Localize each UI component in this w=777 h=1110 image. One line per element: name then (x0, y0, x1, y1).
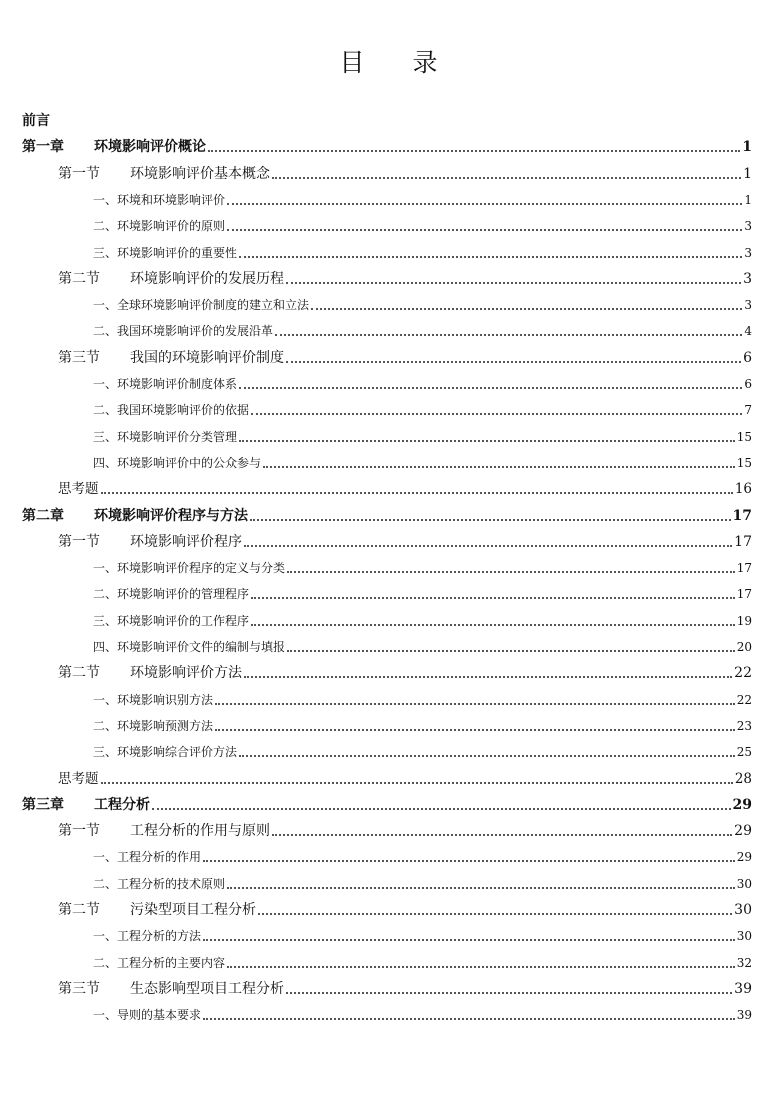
toc-entry-label (22, 138, 206, 156)
toc-entry-label (58, 822, 270, 840)
dot-leader (251, 623, 735, 626)
dot-leader (215, 702, 735, 705)
toc-entry-page-number: 22 (734, 665, 752, 682)
toc-entry-page-number: 15 (736, 455, 752, 470)
toc-entry-item[interactable] (93, 927, 752, 945)
toc-entry-section[interactable] (58, 349, 752, 367)
title-char-1: 目 (339, 48, 413, 77)
toc-entry-title: 一、工程分析的方法 (93, 929, 202, 944)
toc-entry-label (58, 480, 99, 498)
toc-entry-section[interactable] (58, 901, 752, 919)
toc-entry-section[interactable] (58, 270, 752, 288)
dot-leader (250, 518, 731, 521)
toc-entry-title: 四、环境影响评价文件的编制与填报 (93, 640, 286, 654)
dot-leader (227, 886, 735, 889)
toc-entry-chapter[interactable] (22, 507, 752, 525)
toc-entry-title: 一、环境影响识别方法 (93, 692, 214, 707)
toc-entry-page-number: 30 (736, 876, 752, 891)
toc-entry-item[interactable] (93, 875, 752, 893)
toc-entry-title: 三、环境影响评价的工作程序 (93, 613, 250, 628)
toc-entry-page-number: 23 (736, 718, 752, 733)
toc-entry-page-number: 6 (744, 377, 752, 391)
toc-entry-title: 污染型项目工程分析 (130, 902, 256, 918)
toc-entry-label (93, 454, 261, 472)
toc-entry-section[interactable] (58, 822, 752, 840)
toc-entry-label (93, 612, 249, 630)
toc-entry-title: 一、工程分析的作用 (93, 850, 202, 865)
toc-entry-item[interactable] (93, 1006, 752, 1024)
toc-entry-page-number: 3 (744, 245, 752, 260)
dot-leader (203, 938, 735, 941)
toc-entry-item[interactable] (93, 638, 752, 656)
toc-entry-label (58, 980, 284, 998)
page-title (0, 48, 777, 78)
toc-entry-page-number: 3 (744, 298, 752, 313)
toc-entry-label (93, 296, 309, 314)
dot-leader (203, 859, 735, 862)
toc-entry-label (58, 349, 284, 367)
toc-entry-label (93, 191, 225, 209)
toc-entry-label (58, 533, 242, 551)
toc-entry-number: 第二章 (22, 507, 64, 524)
toc-entry-label (58, 901, 256, 919)
toc-entry-number: 第三节 (58, 349, 100, 366)
toc-entry-item[interactable] (93, 322, 752, 340)
toc-entry-item[interactable] (93, 296, 752, 314)
toc-entry-label (93, 401, 249, 419)
toc-entry-item[interactable] (93, 612, 752, 630)
toc-entry-item[interactable] (93, 954, 752, 972)
toc-entry-think[interactable] (58, 480, 752, 498)
dot-leader (272, 833, 732, 836)
toc-entry-item[interactable] (93, 375, 752, 393)
toc-entry-title: 二、环境影响评价的管理程序 (93, 587, 250, 602)
dot-leader (258, 912, 732, 915)
toc-entry-section[interactable] (58, 980, 752, 998)
dot-leader (215, 728, 735, 731)
toc-entry-page-number: 39 (734, 980, 752, 997)
toc-entry-title: 我国的环境影响评价制度 (130, 349, 284, 366)
toc-entry-title: 一、全球环境影响评价制度的建立和立法 (93, 298, 310, 313)
dot-leader (244, 675, 732, 678)
toc-entry-number: 第二节 (58, 902, 100, 918)
toc-entry-label (93, 375, 237, 393)
toc-entry-page-number: 17 (732, 507, 752, 524)
toc-entry-title: 生态影响型项目工程分析 (130, 980, 284, 997)
toc-entry-title: 一、环境影响评价制度体系 (93, 377, 238, 391)
toc-entry-page-number: 17 (734, 533, 752, 550)
toc-entry-page-number: 28 (734, 770, 752, 787)
toc-entry-number: 第二节 (58, 270, 100, 287)
toc-entry-item[interactable] (93, 743, 752, 761)
toc-entry-label (93, 1006, 201, 1024)
toc-entry-item[interactable] (93, 428, 752, 446)
toc-entry-label (93, 927, 201, 945)
toc-entry-section[interactable] (58, 165, 752, 183)
toc-entry-title: 环境影响评价方法 (130, 665, 242, 682)
toc-entry-label (93, 875, 225, 893)
toc-entry-page-number: 22 (736, 692, 752, 707)
toc-entry-page-number: 6 (743, 349, 752, 366)
toc-entry-title: 三、环境影响评价的重要性 (93, 245, 238, 260)
toc-entry-title: 环境影响评价的发展历程 (130, 270, 284, 287)
toc-entry-title: 一、环境影响评价程序的定义与分类 (93, 561, 286, 576)
toc-entry-title: 环境影响评价基本概念 (130, 165, 270, 182)
dot-leader (239, 255, 742, 258)
toc-entry-page-number: 29 (732, 796, 752, 813)
toc-entry-label (22, 112, 50, 130)
dot-leader (244, 544, 732, 547)
toc-entry-label (93, 691, 213, 709)
dot-leader (152, 807, 731, 810)
toc-entry-title: 一、导则的基本要求 (93, 1008, 202, 1023)
toc-entry-page-number: 29 (734, 823, 752, 840)
dot-leader (203, 1017, 735, 1020)
dot-leader (251, 596, 735, 599)
dot-leader (239, 754, 735, 757)
dot-leader (286, 991, 732, 994)
toc-entry-section[interactable] (58, 664, 752, 682)
toc-entry-label (93, 244, 237, 262)
toc-entry-page-number: 19 (736, 613, 752, 628)
toc-entry-page-number: 39 (736, 1008, 752, 1023)
toc-entry-item[interactable] (93, 244, 752, 262)
dot-leader (263, 465, 735, 468)
toc-entry-label (93, 428, 237, 446)
toc-entry-think[interactable] (58, 770, 752, 788)
toc-entry-title: 四、环境影响评价中的公众参与 (93, 455, 262, 470)
toc-entry-label (93, 743, 237, 761)
toc-entry-item[interactable] (93, 585, 752, 603)
toc-entry-page-number: 17 (736, 561, 752, 576)
toc-entry-chapter[interactable] (22, 796, 752, 814)
dot-leader (287, 649, 735, 652)
toc-entry-chapter[interactable] (22, 138, 752, 156)
toc-entry-label (58, 664, 242, 682)
toc-entry-page-number: 20 (736, 640, 752, 654)
dot-leader (286, 281, 741, 284)
toc-entry-title: 思考题 (58, 481, 99, 498)
toc-entry-page-number: 15 (736, 429, 752, 444)
dot-leader (227, 202, 742, 205)
toc-entry-label (93, 848, 201, 866)
toc-entry-page-number: 3 (743, 270, 752, 287)
toc-entry-label (93, 585, 249, 603)
toc-entry-title: 思考题 (58, 770, 99, 787)
toc-entry-item[interactable] (93, 559, 752, 577)
toc-entry-section[interactable] (58, 533, 752, 551)
toc-entry-label (58, 165, 270, 183)
toc-entry-title: 二、我国环境影响评价的发展沿革 (93, 324, 274, 339)
title-char-2: 录 (412, 48, 486, 77)
toc-entry-label (58, 270, 284, 288)
toc-entry-number: 第一章 (22, 139, 64, 156)
toc-entry-item[interactable] (93, 191, 752, 209)
toc-entry-page-number: 7 (744, 403, 752, 418)
toc-entry-page-number: 30 (734, 902, 752, 918)
toc-entry-preface[interactable] (22, 112, 752, 130)
toc-entry-item[interactable] (93, 717, 752, 735)
toc-entry-item[interactable] (93, 401, 752, 419)
toc-entry-item[interactable] (93, 691, 752, 709)
toc-entry-page-number: 30 (736, 929, 752, 944)
dot-leader (272, 176, 741, 179)
toc-entry-number: 第一节 (58, 823, 100, 840)
dot-leader (101, 491, 733, 494)
dot-leader (227, 228, 742, 231)
toc-entry-title: 环境影响评价概论 (94, 139, 206, 156)
dot-leader (275, 333, 742, 336)
toc-entry-item[interactable] (93, 454, 752, 472)
toc-entry-title: 环境影响评价程序 (130, 533, 242, 550)
toc-entry-title: 工程分析的作用与原则 (130, 823, 270, 840)
toc-entry-item[interactable] (93, 217, 752, 235)
dot-leader (208, 149, 740, 152)
toc-entry-title: 一、环境和环境影响评价 (93, 192, 226, 207)
toc-entry-label (93, 217, 225, 235)
toc-entry-label (22, 507, 248, 525)
toc-entry-label (58, 770, 99, 788)
toc-entry-title: 二、工程分析的主要内容 (93, 955, 226, 970)
toc-entry-number: 第二节 (58, 665, 100, 682)
toc-entry-page-number: 1 (744, 192, 752, 207)
toc-entry-title: 三、环境影响综合评价方法 (93, 745, 238, 760)
toc-entry-title: 三、环境影响评价分类管理 (93, 429, 238, 444)
toc-entry-page-number: 1 (742, 139, 752, 156)
dot-leader (227, 965, 735, 968)
toc-entry-label (22, 796, 150, 814)
dot-leader (287, 570, 735, 573)
toc-entry-title: 二、工程分析的技术原则 (93, 876, 226, 891)
toc-entry-page-number: 17 (736, 587, 752, 602)
toc-entry-label (93, 638, 285, 656)
toc-entry-number: 第三章 (22, 796, 64, 813)
dot-leader (286, 360, 741, 363)
toc-entry-page-number: 1 (743, 165, 752, 182)
toc-entry-title: 二、环境影响评价的原则 (93, 219, 226, 234)
toc-entry-title: 前言 (22, 113, 50, 129)
toc-entry-page-number: 32 (736, 955, 752, 970)
toc-entry-item[interactable] (93, 848, 752, 866)
toc-entry-number: 第一节 (58, 533, 100, 550)
toc-entry-label (93, 322, 273, 340)
toc-entry-title: 工程分析 (94, 796, 150, 813)
toc-entry-title: 二、环境影响预测方法 (93, 718, 214, 733)
toc-entry-page-number: 25 (736, 745, 752, 760)
dot-leader (311, 307, 742, 310)
toc-entry-label (93, 717, 213, 735)
toc-entry-number: 第一节 (58, 165, 100, 182)
toc-entry-label (93, 954, 225, 972)
toc-entry-page-number: 16 (734, 481, 752, 498)
toc-entry-page-number: 3 (744, 219, 752, 234)
dot-leader (101, 781, 733, 784)
toc-entry-number: 第三节 (58, 980, 100, 997)
toc-entry-page-number: 4 (744, 324, 752, 339)
toc-entry-title: 环境影响评价程序与方法 (94, 507, 248, 524)
toc-entry-page-number: 29 (736, 850, 752, 865)
dot-leader (239, 386, 742, 389)
toc-entry-label (93, 559, 285, 577)
dot-leader (251, 412, 742, 415)
toc-entry-title: 二、我国环境影响评价的依据 (93, 403, 250, 418)
dot-leader (239, 439, 735, 442)
